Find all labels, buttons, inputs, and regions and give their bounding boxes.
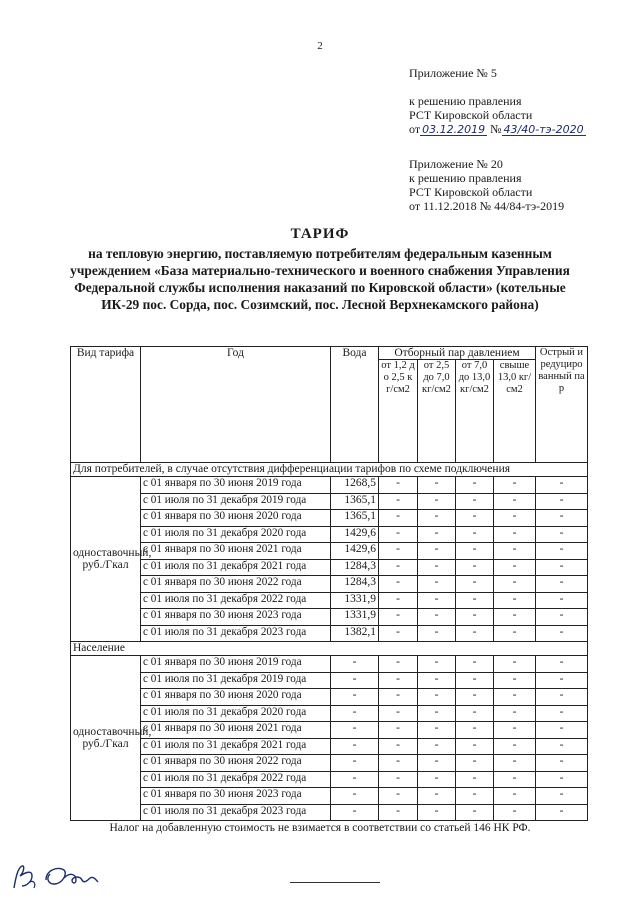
- steam-2-cell: -: [418, 672, 456, 689]
- period-cell: с 01 января по 30 июня 2021 года: [141, 722, 331, 739]
- period-cell: с 01 июля по 31 декабря 2023 года: [141, 625, 331, 642]
- steam-4-cell: -: [494, 526, 536, 543]
- steam-3-cell: -: [456, 592, 494, 609]
- steam-2-cell: -: [418, 804, 456, 821]
- steam-3-cell: -: [456, 672, 494, 689]
- period-cell: с 01 января по 30 июня 2022 года: [141, 755, 331, 772]
- steam-3-cell: -: [456, 689, 494, 706]
- period-cell: с 01 января по 30 июня 2020 года: [141, 510, 331, 527]
- steam-4-cell: -: [494, 722, 536, 739]
- steam-1-cell: -: [379, 477, 418, 494]
- steam-3-cell: -: [456, 559, 494, 576]
- steam-1-cell: -: [379, 771, 418, 788]
- steam-1-cell: -: [379, 738, 418, 755]
- steam-2-cell: -: [418, 526, 456, 543]
- water-cell: 1268,5: [331, 477, 379, 494]
- reduced-cell: -: [536, 788, 588, 805]
- reduced-cell: -: [536, 493, 588, 510]
- steam-1-cell: -: [379, 722, 418, 739]
- water-cell: -: [331, 672, 379, 689]
- steam-3-cell: -: [456, 656, 494, 673]
- steam-1-cell: -: [379, 559, 418, 576]
- steam-3-cell: -: [456, 625, 494, 642]
- table-row: [71, 755, 588, 772]
- steam-3-cell: -: [456, 510, 494, 527]
- steam-3-cell: -: [456, 493, 494, 510]
- annex-previous-title: Приложение № 20: [409, 157, 503, 171]
- steam-3-cell: -: [456, 771, 494, 788]
- tariff-kind-cell: одноставочный, руб./Гкал: [71, 477, 141, 642]
- steam-4-cell: -: [494, 543, 536, 560]
- reduced-cell: -: [536, 672, 588, 689]
- period-cell: с 01 июля по 31 декабря 2021 года: [141, 559, 331, 576]
- section-title: Население: [71, 642, 588, 656]
- steam-2-cell: -: [418, 755, 456, 772]
- period-cell: с 01 июля по 31 декабря 2020 года: [141, 526, 331, 543]
- steam-1-cell: -: [379, 656, 418, 673]
- table-row: [71, 609, 588, 626]
- period-cell: с 01 июля по 31 декабря 2019 года: [141, 493, 331, 510]
- vat-note: Налог на добавленную стоимость не взимается в соответствии со статьей 146 НК РФ.: [109, 822, 531, 834]
- steam-3-cell: -: [456, 788, 494, 805]
- steam-4-cell: -: [494, 493, 536, 510]
- period-cell: с 01 июля по 31 декабря 2022 года: [141, 592, 331, 609]
- water-cell: 1331,9: [331, 609, 379, 626]
- water-cell: -: [331, 738, 379, 755]
- header-water: Вода: [331, 347, 379, 463]
- steam-4-cell: -: [494, 738, 536, 755]
- document-title: ТАРИФ: [290, 226, 350, 242]
- steam-4-cell: -: [494, 625, 536, 642]
- section-row: [71, 642, 588, 656]
- table-row: [71, 788, 588, 805]
- table-row: [71, 689, 588, 706]
- table-row: [71, 672, 588, 689]
- steam-4-cell: -: [494, 510, 536, 527]
- annex-previous-line1: к решению правления: [409, 171, 522, 185]
- reduced-cell: -: [536, 705, 588, 722]
- period-cell: с 01 июля по 31 декабря 2021 года: [141, 738, 331, 755]
- page-number: 2: [317, 40, 323, 52]
- steam-2-cell: -: [418, 576, 456, 593]
- water-cell: 1429,6: [331, 543, 379, 560]
- period-cell: с 01 июля по 31 декабря 2022 года: [141, 771, 331, 788]
- steam-1-cell: -: [379, 689, 418, 706]
- reduced-cell: -: [536, 722, 588, 739]
- steam-3-cell: -: [456, 526, 494, 543]
- annex-previous-line2: РСТ Кировской области: [409, 185, 533, 199]
- steam-2-cell: -: [418, 609, 456, 626]
- header-steam-1: от 1,2 до 2,5 кг/см2: [379, 360, 418, 463]
- steam-4-cell: -: [494, 705, 536, 722]
- header-steam-2: от 2,5 до 7,0 кг/см2: [418, 360, 456, 463]
- table-row: [71, 510, 588, 527]
- steam-2-cell: -: [418, 592, 456, 609]
- handwritten-number: 43/40-тэ-2020: [503, 123, 584, 136]
- period-cell: с 01 января по 30 июня 2020 года: [141, 689, 331, 706]
- period-cell: с 01 января по 30 июня 2021 года: [141, 543, 331, 560]
- signature-line: [290, 882, 380, 883]
- period-cell: с 01 января по 30 июня 2022 года: [141, 576, 331, 593]
- reduced-cell: -: [536, 689, 588, 706]
- steam-1-cell: -: [379, 625, 418, 642]
- period-cell: с 01 января по 30 июня 2023 года: [141, 788, 331, 805]
- reduced-cell: -: [536, 804, 588, 821]
- table-row: [71, 705, 588, 722]
- period-cell: с 01 июля по 31 декабря 2019 года: [141, 672, 331, 689]
- annex-previous-line3: от 11.12.2018 № 44/84-тэ-2019: [409, 199, 565, 213]
- steam-3-cell: -: [456, 543, 494, 560]
- period-cell: с 01 июля по 31 декабря 2023 года: [141, 804, 331, 821]
- steam-2-cell: -: [418, 705, 456, 722]
- section-title: Для потребителей, в случае отсутствия дифференциации тарифов по схеме подключения: [71, 463, 588, 477]
- steam-4-cell: -: [494, 477, 536, 494]
- steam-2-cell: -: [418, 656, 456, 673]
- steam-2-cell: -: [418, 738, 456, 755]
- steam-2-cell: -: [418, 493, 456, 510]
- table-row: [71, 559, 588, 576]
- steam-3-cell: -: [456, 755, 494, 772]
- steam-4-cell: -: [494, 672, 536, 689]
- reduced-cell: -: [536, 625, 588, 642]
- steam-1-cell: -: [379, 672, 418, 689]
- water-cell: -: [331, 656, 379, 673]
- water-cell: -: [331, 788, 379, 805]
- reduced-cell: -: [536, 477, 588, 494]
- water-cell: -: [331, 804, 379, 821]
- header-reduced: Острый и редуцированный пар: [536, 347, 588, 463]
- steam-3-cell: -: [456, 804, 494, 821]
- steam-1-cell: -: [379, 609, 418, 626]
- table-row: [71, 771, 588, 788]
- steam-1-cell: -: [379, 788, 418, 805]
- reduced-cell: -: [536, 543, 588, 560]
- annex-current-number-prefix: №: [490, 122, 502, 136]
- table-row: [71, 656, 588, 673]
- steam-1-cell: -: [379, 592, 418, 609]
- water-cell: 1365,1: [331, 510, 379, 527]
- water-cell: -: [331, 771, 379, 788]
- water-cell: -: [331, 722, 379, 739]
- tariff-kind-cell: одноставочный, руб./Гкал: [71, 656, 141, 821]
- steam-4-cell: -: [494, 755, 536, 772]
- steam-4-cell: -: [494, 689, 536, 706]
- steam-2-cell: -: [418, 477, 456, 494]
- table-row: [71, 576, 588, 593]
- reduced-cell: -: [536, 656, 588, 673]
- steam-3-cell: -: [456, 722, 494, 739]
- steam-4-cell: -: [494, 559, 536, 576]
- steam-2-cell: -: [418, 625, 456, 642]
- annex-current-decision: [409, 122, 586, 136]
- steam-1-cell: -: [379, 576, 418, 593]
- table-row: [71, 738, 588, 755]
- table-row: [71, 804, 588, 821]
- water-cell: 1284,3: [331, 576, 379, 593]
- reduced-cell: -: [536, 771, 588, 788]
- steam-3-cell: -: [456, 705, 494, 722]
- steam-4-cell: -: [494, 771, 536, 788]
- table-row: [71, 625, 588, 642]
- reduced-cell: -: [536, 526, 588, 543]
- tariff-table: [70, 346, 588, 821]
- steam-4-cell: -: [494, 788, 536, 805]
- steam-1-cell: -: [379, 510, 418, 527]
- steam-3-cell: -: [456, 609, 494, 626]
- steam-4-cell: -: [494, 592, 536, 609]
- water-cell: 1429,6: [331, 526, 379, 543]
- water-cell: 1382,1: [331, 625, 379, 642]
- handwritten-date: 03.12.2019: [422, 123, 486, 136]
- header-kind: Вид тарифа: [71, 347, 141, 463]
- reduced-cell: -: [536, 559, 588, 576]
- steam-1-cell: -: [379, 526, 418, 543]
- water-cell: 1365,1: [331, 493, 379, 510]
- annex-current-line2: РСТ Кировской области: [409, 108, 533, 122]
- reduced-cell: -: [536, 609, 588, 626]
- tariff-table-body: [71, 463, 588, 821]
- period-cell: с 01 января по 30 июня 2023 года: [141, 609, 331, 626]
- annex-current-line1: к решению правления: [409, 94, 522, 108]
- steam-2-cell: -: [418, 543, 456, 560]
- table-row: [71, 477, 588, 494]
- annex-current: [409, 66, 586, 136]
- reduced-cell: -: [536, 755, 588, 772]
- water-cell: 1284,3: [331, 559, 379, 576]
- reduced-cell: -: [536, 592, 588, 609]
- reduced-cell: -: [536, 576, 588, 593]
- steam-1-cell: -: [379, 804, 418, 821]
- steam-1-cell: -: [379, 755, 418, 772]
- annex-current-title: Приложение № 5: [409, 66, 497, 80]
- reduced-cell: -: [536, 510, 588, 527]
- steam-1-cell: -: [379, 705, 418, 722]
- steam-1-cell: -: [379, 543, 418, 560]
- steam-2-cell: -: [418, 788, 456, 805]
- annex-previous: [409, 157, 564, 213]
- steam-2-cell: -: [418, 722, 456, 739]
- steam-2-cell: -: [418, 559, 456, 576]
- steam-2-cell: -: [418, 771, 456, 788]
- steam-4-cell: -: [494, 609, 536, 626]
- period-cell: с 01 июля по 31 декабря 2020 года: [141, 705, 331, 722]
- reduced-cell: -: [536, 738, 588, 755]
- document-subtitle: на тепловую энергию, поставляемую потребителям федеральным казенным учреждением «База материально-технического и военного снабжения Управления Федеральной службы исполнения наказаний по Кировской области» (котельные ИК-29 пос. Сорда, пос. Созимский, пос. Лесной Верхнекамского района): [70, 246, 570, 312]
- table-row: [71, 592, 588, 609]
- steam-2-cell: -: [418, 510, 456, 527]
- water-cell: -: [331, 705, 379, 722]
- table-row: [71, 493, 588, 510]
- header-steam-4: свыше 13,0 кг/см2: [494, 360, 536, 463]
- signature-initials: [10, 858, 140, 894]
- header-steam-3: от 7,0 до 13,0 кг/см2: [456, 360, 494, 463]
- section-row: [71, 463, 588, 477]
- steam-4-cell: -: [494, 656, 536, 673]
- steam-2-cell: -: [418, 689, 456, 706]
- period-cell: с 01 января по 30 июня 2019 года: [141, 656, 331, 673]
- water-cell: 1331,9: [331, 592, 379, 609]
- water-cell: -: [331, 689, 379, 706]
- annex-current-from: от: [409, 122, 421, 136]
- period-cell: с 01 января по 30 июня 2019 года: [141, 477, 331, 494]
- steam-1-cell: -: [379, 493, 418, 510]
- steam-4-cell: -: [494, 804, 536, 821]
- table-row: [71, 526, 588, 543]
- water-cell: -: [331, 755, 379, 772]
- steam-3-cell: -: [456, 738, 494, 755]
- steam-3-cell: -: [456, 477, 494, 494]
- steam-4-cell: -: [494, 576, 536, 593]
- steam-3-cell: -: [456, 576, 494, 593]
- header-year: Год: [141, 347, 331, 463]
- header-steam-group: Отборный пар давлением: [379, 347, 536, 360]
